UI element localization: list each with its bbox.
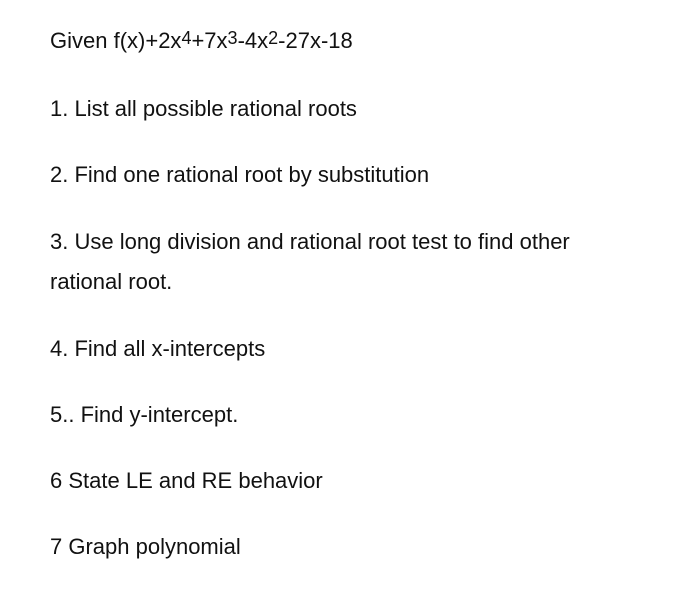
- function-term-3: -4x: [237, 28, 269, 53]
- function-term-4: -27x-18: [278, 28, 353, 53]
- task-4: 4. Find all x-intercepts: [50, 336, 266, 361]
- task-3-continuation: rational root.: [50, 269, 173, 294]
- function-term-2: +7x: [191, 28, 228, 53]
- function-statement: [50, 28, 353, 54]
- task-6: 6 State LE and RE behavior: [50, 468, 323, 493]
- task-2: 2. Find one rational root by substitution: [50, 162, 430, 187]
- function-prefix: Given f(x)+2x: [50, 28, 182, 53]
- task-5: 5.. Find y-intercept.: [50, 402, 239, 427]
- task-3: 3. Use long division and rational root test to find other: [50, 229, 570, 254]
- exponent-4: 4: [181, 28, 192, 48]
- task-1: 1. List all possible rational roots: [50, 96, 357, 121]
- task-7: 7 Graph polynomial: [50, 534, 241, 559]
- exponent-2: 2: [268, 28, 279, 48]
- exponent-3: 3: [227, 28, 238, 48]
